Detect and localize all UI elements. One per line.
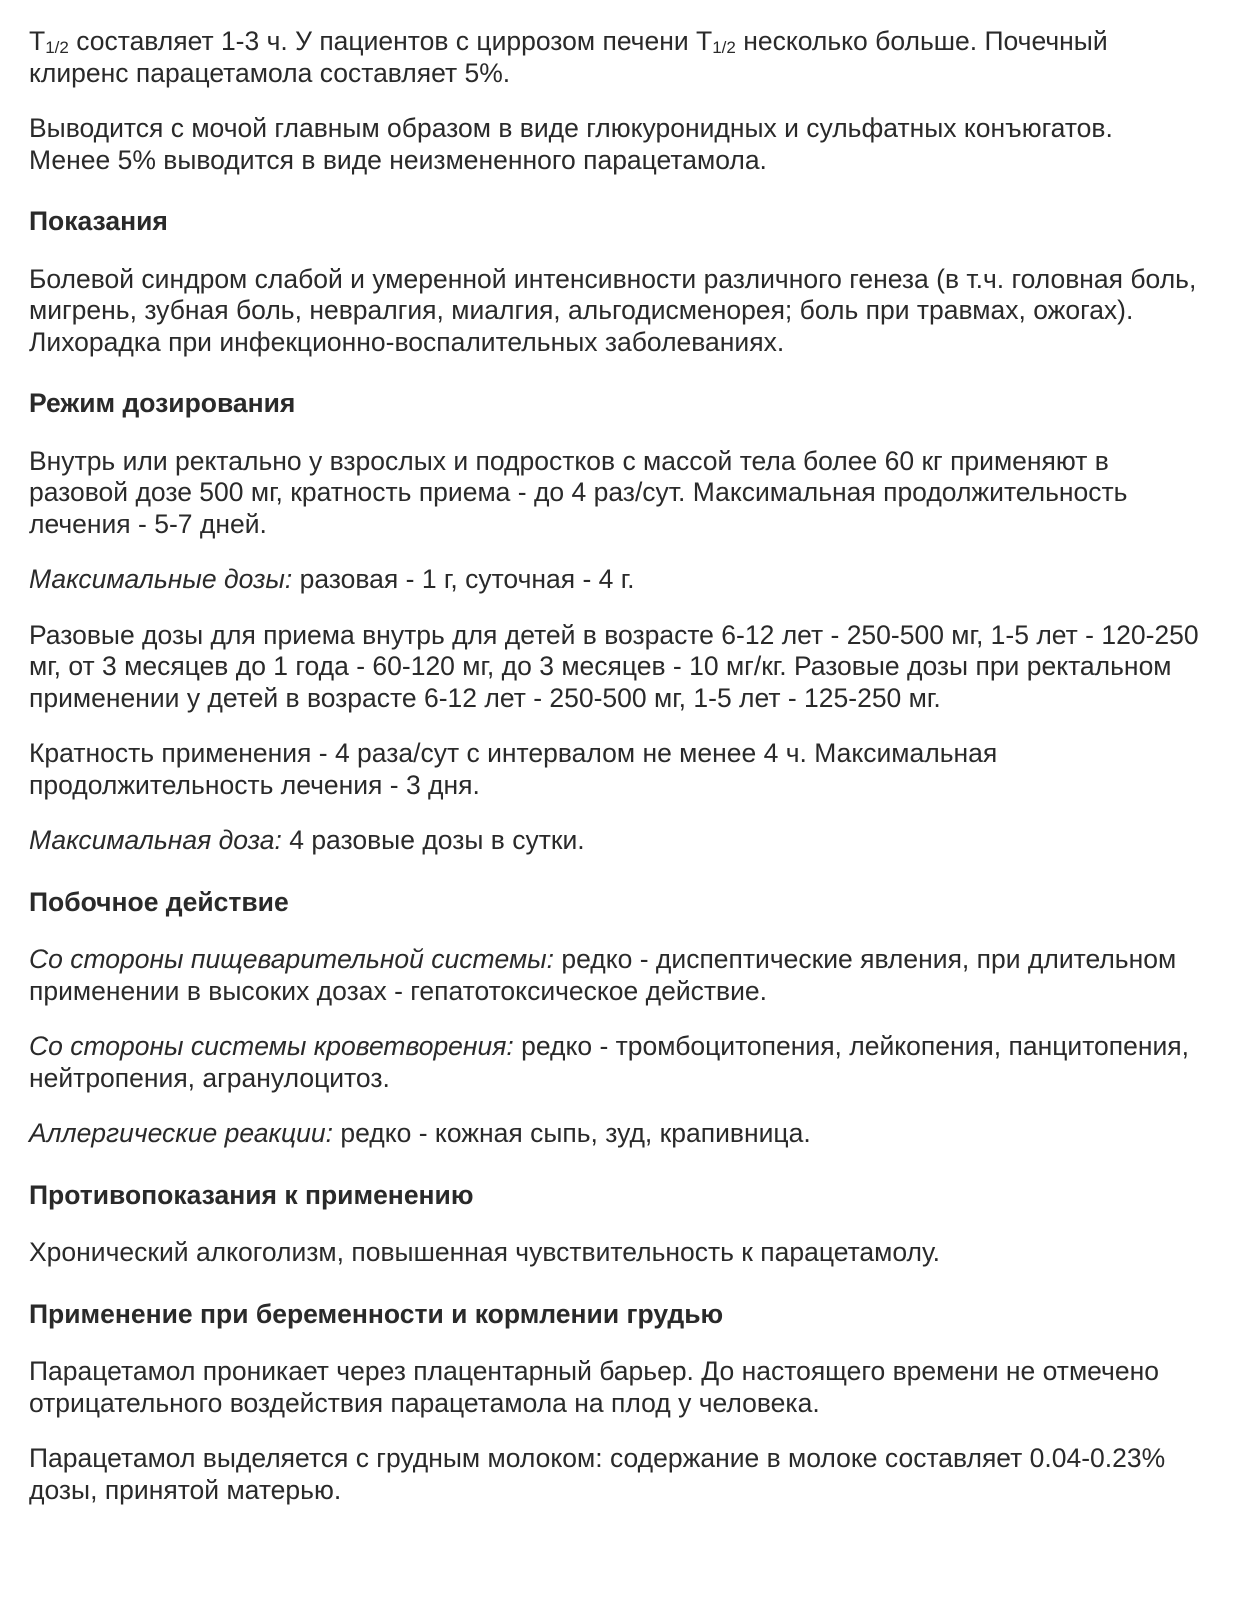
document-page xyxy=(29,26,1199,1506)
dosage-max-label: Максимальные дозы: xyxy=(29,564,293,594)
side-effects-allergy-label: Аллергические реакции: xyxy=(29,1118,334,1148)
side-effects-allergy-paragraph xyxy=(29,1118,1199,1150)
side-effects-heading: Побочное действие xyxy=(29,886,289,917)
side-effects-digestive-text: редко - диспептические явления, при длительном применении в высоких дозах - гепатотоксическое действие. xyxy=(29,944,1177,1006)
indications-heading: Показания xyxy=(29,206,168,236)
side-effects-blood-paragraph xyxy=(29,1031,1199,1094)
t-half-subscript-2: 1/2 xyxy=(712,38,736,57)
side-effects-digestive-label: Со стороны пищеварительной системы: xyxy=(29,944,555,974)
pk-half-life-text-a: составляет 1-3 ч. У пациентов с циррозом печени xyxy=(68,26,697,56)
pk-half-life-text-b: несколько больше. Почечный клиренс парацетамола составляет 5%. xyxy=(29,26,1108,88)
t-half-symbol-2: T xyxy=(696,26,713,56)
dosage-max-child-label: Максимальная доза: xyxy=(29,825,282,855)
dosage-heading: Режим дозирования xyxy=(29,388,296,418)
contraindications-paragraph: Хронический алкоголизм, повышенная чувствительность к парацетамолу. xyxy=(29,1237,940,1267)
indications-paragraph: Болевой синдром слабой и умеренной интенсивности различного генеза (в т.ч. головная боль, мигрень, зубная боль, невралгия, миалгия, альгодисменорея; боль при травмах, ожогах). Лихорадка при инфекционно-воспалительных заболеваниях. xyxy=(29,263,1197,357)
dosage-adults-paragraph: Внутрь или ректально у взрослых и подростков с массой тела более 60 кг применяют в разовой дозе 500 мг, кратность приема - до 4 раз/сут. Максимальная продолжительность лечения - 5-7 дней. xyxy=(29,445,1128,539)
dosage-max-child-text: 4 разовые дозы в сутки. xyxy=(281,825,585,855)
dosage-max-paragraph xyxy=(29,564,1199,596)
t-half-subscript: 1/2 xyxy=(45,38,69,57)
dosage-max-text: разовая - 1 г, суточная - 4 г. xyxy=(292,564,635,594)
contraindications-heading: Противопоказания к применению xyxy=(29,1179,474,1210)
dosage-children-paragraph: Разовые дозы для приема внутрь для детей в возрасте 6-12 лет - 250-500 мг, 1-5 лет - 120-250 мг, от 3 месяцев до 1 года - 60-120 мг, до 3 месяцев - 10 мг/кг. Разовые дозы при ректальном применении у детей в возрасте 6-12 лет - 250-500 мг, 1-5 лет - 125-250 мг. xyxy=(29,619,1199,713)
pregnancy-placenta-paragraph: Парацетамол проникает через плацентарный барьер. До настоящего времени не отмечено отрицательного воздействия парацетамола на плод у человека. xyxy=(29,1356,1159,1418)
pregnancy-milk-paragraph: Парацетамол выделяется с грудным молоком: содержание в молоке составляет 0.04-0.23% дозы, принятой матерью. xyxy=(29,1443,1166,1505)
dosage-frequency-paragraph: Кратность применения - 4 раза/сут с интервалом не менее 4 ч. Максимальная продолжительность лечения - 3 дня. xyxy=(29,738,998,800)
side-effects-digestive-paragraph xyxy=(29,944,1199,1007)
t-half-symbol: T xyxy=(29,26,46,56)
side-effects-blood-label: Со стороны системы кроветворения: xyxy=(29,1031,514,1061)
side-effects-blood-text: редко - тромбоцитопения, лейкопения, панцитопения, нейтропения, агранулоцитоз. xyxy=(29,1031,1190,1093)
pregnancy-heading: Применение при беременности и кормлении грудью xyxy=(29,1298,724,1329)
pk-half-life-paragraph xyxy=(29,26,1199,89)
side-effects-allergy-text: редко - кожная сыпь, зуд, крапивница. xyxy=(333,1118,811,1148)
pk-excretion-paragraph: Выводится с мочой главным образом в виде глюкуронидных и сульфатных конъюгатов. Менее 5% выводится в виде неизмененного парацетамола. xyxy=(29,113,1113,175)
dosage-max-child-paragraph xyxy=(29,825,1199,857)
